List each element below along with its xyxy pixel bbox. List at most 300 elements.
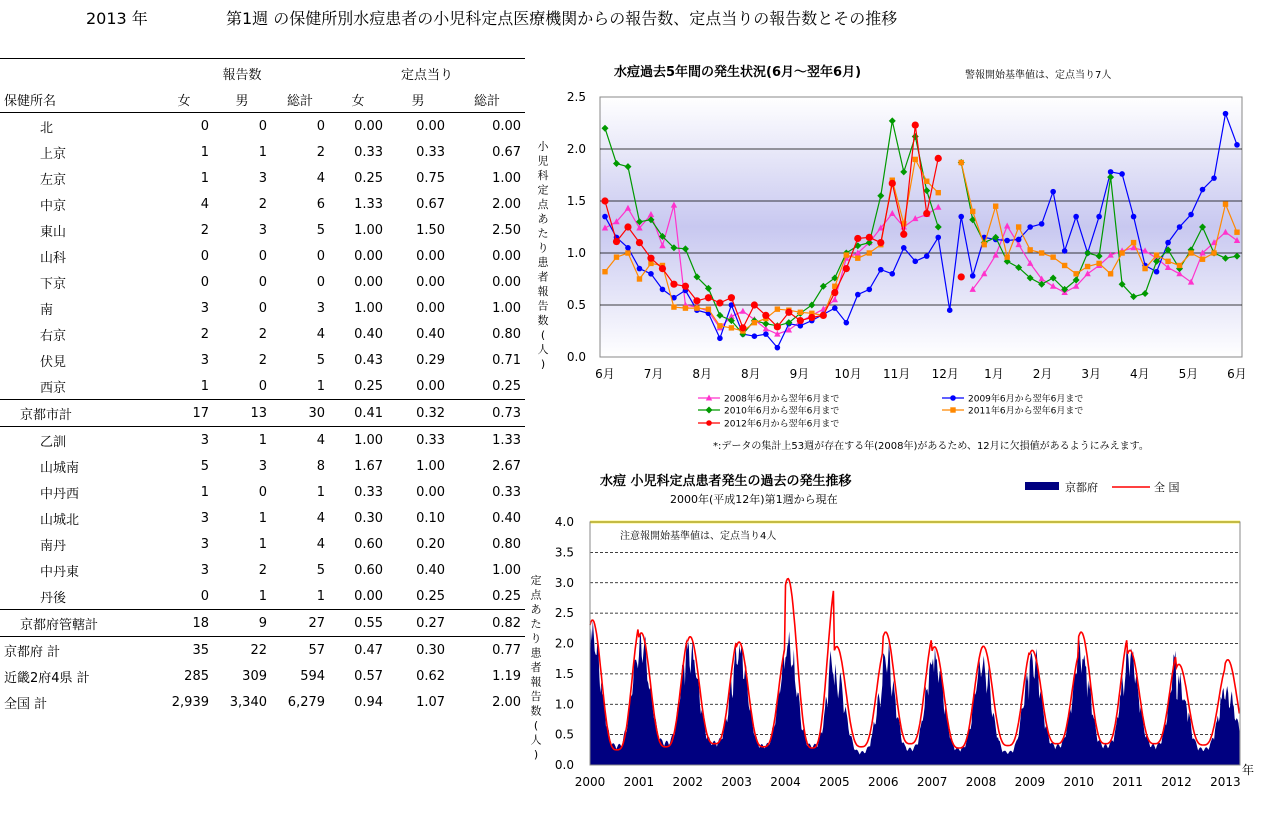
table-row	[0, 373, 525, 400]
data-point	[601, 197, 608, 204]
data-point	[1108, 271, 1113, 276]
data-point	[808, 314, 815, 321]
cell-pp-male: 0.27	[387, 610, 449, 637]
cell-female: 2	[200, 326, 209, 342]
history-chart-svg	[520, 464, 1265, 809]
cell-female: 1	[200, 170, 209, 186]
data-point	[1188, 250, 1193, 255]
data-point	[1165, 259, 1170, 264]
header-per-point: 定点当り	[401, 67, 454, 83]
cell-pp-male: 0.67	[416, 196, 446, 212]
data-point	[1154, 269, 1160, 275]
cell-pp-total: 0.80	[492, 326, 522, 342]
table-top-rule	[0, 58, 525, 59]
y-axis-label-char: あ	[530, 603, 542, 616]
data-point	[924, 179, 929, 184]
row-name: 中丹西	[40, 486, 80, 502]
cell-male: 2	[258, 196, 267, 212]
header-total: 総計	[271, 86, 329, 113]
cell-total: 0	[316, 274, 326, 290]
title-year: 2013 年	[86, 9, 148, 28]
data-point	[625, 245, 631, 251]
data-point	[936, 190, 941, 195]
y-axis-label-char: 数	[530, 704, 542, 718]
cell-pp-total: 2.67	[492, 458, 522, 474]
y-axis-label-char: 数	[537, 314, 549, 327]
y-axis-label-char: あ	[537, 212, 549, 226]
cell-male: 0	[258, 484, 267, 500]
cell-pp-male: 0.29	[416, 352, 446, 368]
cell-total: 0	[316, 248, 326, 264]
x-tick-label: 2000	[574, 775, 606, 789]
x-tick-label: 2001	[623, 775, 655, 789]
data-point	[752, 333, 758, 339]
history-chart	[520, 464, 1265, 809]
cell-female: 3	[200, 300, 209, 316]
data-point	[637, 276, 642, 281]
cell-female: 2,939	[171, 694, 209, 710]
cell-pp-male: 0.40	[416, 562, 446, 578]
cell-pp-male: 0.33	[416, 144, 446, 160]
data-point	[866, 287, 872, 293]
cell-female: 285	[184, 668, 209, 684]
row-name: 南	[40, 302, 54, 318]
y-tick-label: 4.0	[554, 515, 574, 529]
y-axis-label-char: 患	[530, 646, 542, 660]
row-name: 中京	[40, 198, 67, 214]
x-tick-label: 2013	[1210, 775, 1241, 789]
data-point	[832, 305, 838, 311]
data-point	[602, 214, 608, 220]
header-pp-total: 総計	[449, 86, 525, 113]
data-point	[912, 259, 918, 265]
data-point	[1200, 187, 1206, 193]
cell-male: 1	[258, 536, 267, 552]
data-point	[705, 294, 712, 301]
cell-female: 3	[200, 432, 209, 448]
cell-total: 4	[316, 326, 326, 342]
report-table	[0, 60, 525, 715]
y-axis-label-char: 報	[530, 675, 542, 689]
row-name: 伏見	[40, 354, 67, 370]
header-pp-male: 男	[387, 86, 449, 113]
data-point	[797, 317, 804, 324]
y-axis-label-char: 報	[537, 285, 549, 298]
table-row	[0, 505, 525, 531]
row-name: 北	[40, 120, 54, 136]
x-tick-label: 3月	[1081, 367, 1101, 381]
table-row	[0, 165, 525, 191]
cell-pp-female: 0.33	[354, 144, 384, 160]
data-point	[613, 238, 620, 245]
data-point	[774, 323, 781, 330]
x-tick-label: 4月	[1129, 367, 1150, 381]
cell-male: 13	[213, 400, 271, 427]
row-name: 近畿2府4県 計	[4, 670, 90, 686]
cell-pp-female: 1.00	[354, 432, 384, 448]
cell-female: 4	[200, 196, 209, 212]
data-point	[670, 281, 677, 288]
data-point	[901, 245, 907, 251]
data-point	[1131, 240, 1136, 245]
data-point	[694, 305, 699, 310]
table-row	[0, 191, 525, 217]
legend-label: 2010年6月から翌年6月まで	[724, 406, 840, 417]
cell-pp-male: 0.00	[416, 484, 446, 500]
data-point	[775, 306, 780, 311]
y-tick-label: 1.5	[566, 194, 586, 208]
cell-total: 1	[316, 378, 326, 394]
data-point	[1096, 261, 1101, 266]
cell-pp-total: 0.67	[492, 144, 522, 160]
data-point	[1211, 175, 1217, 181]
table-row	[0, 531, 525, 557]
cell-male: 2	[258, 562, 267, 578]
data-point	[843, 265, 850, 272]
header-female: 女	[155, 86, 213, 113]
y-axis-label-char: 人	[530, 733, 542, 747]
table-row	[0, 557, 525, 583]
data-point	[729, 325, 734, 330]
data-point	[1004, 254, 1009, 259]
cell-pp-female: 0.41	[329, 400, 387, 427]
cell-total: 3	[316, 300, 326, 316]
cell-female: 3	[200, 562, 209, 578]
row-name: 山城南	[40, 460, 80, 476]
data-point	[717, 323, 722, 328]
y-axis-label-char: 人	[537, 343, 549, 356]
table-row	[0, 583, 525, 610]
cell-female: 5	[200, 458, 209, 474]
cell-total: 5	[316, 562, 326, 578]
five-year-chart	[530, 56, 1260, 456]
x-tick-label: 2012	[1161, 775, 1192, 789]
row-name: 京都府 計	[0, 637, 155, 664]
cell-pp-total: 2.50	[492, 222, 522, 238]
data-point	[831, 289, 838, 296]
table-row	[0, 689, 525, 715]
table-row	[0, 663, 525, 689]
y-axis-label-char: 者	[537, 270, 549, 284]
y-axis-label-char: 告	[530, 690, 542, 703]
cell-pp-female: 0.43	[354, 352, 384, 368]
cell-pp-total: 0.80	[492, 536, 522, 552]
row-name: 中丹東	[40, 564, 80, 580]
x-tick-label: 2002	[672, 775, 704, 789]
y-tick-label: 3.5	[554, 545, 574, 560]
cell-pp-female: 1.00	[354, 300, 384, 316]
cell-male: 2	[258, 352, 267, 368]
legend-marker	[950, 407, 955, 412]
chart1-footnote: *:データの集計上53週が存在する年(2008年)があるため、12月に欠損値があるようにみえます。	[713, 441, 1149, 452]
cell-total: 1	[316, 484, 326, 500]
y-axis-label-char: 科	[537, 169, 549, 182]
cell-pp-male: 0.00	[416, 118, 446, 134]
cell-male: 1	[258, 588, 267, 604]
x-tick-label: 7月	[643, 367, 664, 381]
table-row	[0, 113, 525, 140]
cell-pp-total: 2.00	[492, 694, 522, 710]
cell-male: 0	[258, 300, 267, 316]
y-axis-label-char: (	[540, 328, 546, 342]
cell-pp-total: 1.19	[492, 668, 522, 684]
table-row	[0, 610, 525, 637]
x-tick-label: 6月	[1227, 367, 1247, 381]
data-point	[854, 235, 861, 242]
chart1-title: 水痘過去5年間の発生状況(6月～翌年6月)	[614, 65, 862, 80]
header-reports: 報告数	[222, 67, 262, 83]
y-axis-label-char: 者	[530, 661, 542, 674]
data-point	[1119, 250, 1124, 255]
data-point	[1027, 247, 1032, 252]
page-title	[0, 6, 1269, 28]
row-name: 京都府管轄計	[0, 610, 155, 637]
legend-label: 京都府	[1065, 481, 1098, 494]
cell-total: 5	[316, 352, 326, 368]
x-tick-label: 10月	[834, 367, 862, 381]
y-axis-label-char: り	[537, 241, 549, 255]
cell-pp-female: 0.30	[354, 510, 384, 526]
data-point	[970, 273, 976, 279]
data-point	[947, 307, 953, 313]
cell-total: 8	[316, 458, 326, 474]
cell-total: 4	[316, 536, 326, 552]
x-tick-label: 2011	[1112, 775, 1143, 789]
data-point	[660, 287, 666, 293]
table-row	[0, 269, 525, 295]
title-text: 第1週 の保健所別水痘患者の小児科定点医療機関からの報告数、定点当りの報告数とその推移	[226, 9, 898, 28]
cell-female: 0	[200, 118, 209, 134]
header-pp-female: 女	[329, 86, 387, 113]
data-point	[877, 239, 884, 246]
cell-female: 0	[200, 274, 209, 290]
cell-pp-male: 0.00	[416, 274, 446, 290]
cell-total: 5	[316, 222, 326, 238]
y-axis-label-char: り	[530, 632, 542, 645]
cell-male: 1	[258, 432, 267, 448]
data-point	[844, 252, 849, 257]
data-point	[739, 324, 746, 331]
row-name: 西京	[40, 380, 67, 396]
table-header-row	[0, 86, 525, 113]
cell-pp-male: 0.40	[416, 326, 446, 342]
cell-male: 9	[213, 610, 271, 637]
y-axis-label-char: 小	[537, 140, 549, 153]
data-point	[636, 239, 643, 246]
x-tick-label: 2007	[916, 775, 948, 789]
cell-total: 30	[271, 400, 329, 427]
cell-total: 4	[316, 170, 326, 186]
cell-total: 6	[316, 196, 326, 212]
data-point	[1154, 252, 1159, 257]
cell-pp-total: 1.00	[492, 300, 522, 316]
cell-pp-total: 0.73	[449, 400, 525, 427]
cell-male: 3	[258, 458, 267, 474]
data-point	[878, 267, 884, 273]
row-name: 左京	[40, 172, 67, 188]
cell-total: 27	[271, 610, 329, 637]
cell-pp-female: 0.94	[354, 694, 384, 710]
data-point	[1004, 238, 1010, 244]
legend-marker	[950, 395, 956, 401]
cell-male: 2	[258, 326, 267, 342]
chart2-title: 水痘 小児科定点患者発生の過去の発生推移	[600, 474, 852, 489]
legend-label: 2012年6月から翌年6月まで	[724, 419, 840, 430]
data-point	[785, 309, 792, 316]
cell-pp-female: 1.33	[354, 196, 384, 212]
cell-pp-male: 1.07	[416, 694, 446, 710]
cell-pp-female: 1.00	[354, 222, 384, 238]
cell-pp-total: 1.00	[492, 562, 522, 578]
data-point	[693, 297, 700, 304]
y-axis-label-char: た	[530, 617, 542, 631]
data-point	[900, 231, 907, 238]
data-point	[1085, 264, 1090, 269]
table-row	[0, 427, 525, 454]
data-point	[844, 320, 850, 326]
cell-male: 1	[258, 144, 267, 160]
data-point	[889, 180, 896, 187]
row-name: 右京	[40, 328, 67, 344]
y-tick-label: 1.0	[566, 246, 586, 260]
row-name: 下京	[40, 276, 67, 292]
cell-female: 1	[200, 378, 209, 394]
cell-male: 22	[213, 637, 271, 664]
data-point	[798, 310, 803, 315]
cell-pp-male: 0.10	[416, 510, 446, 526]
cell-male: 0	[258, 118, 267, 134]
cell-pp-female: 0.60	[354, 562, 384, 578]
y-tick-label: 2.0	[554, 636, 574, 651]
x-tick-label: 2010	[1063, 775, 1094, 789]
data-point	[682, 283, 689, 290]
five-year-chart-svg	[530, 56, 1260, 456]
data-point	[752, 320, 757, 325]
y-tick-label: 0.5	[554, 727, 574, 742]
cell-pp-male: 0.25	[416, 588, 446, 604]
cell-total: 4	[316, 432, 326, 448]
x-tick-label: 12月	[931, 367, 959, 381]
y-tick-label: 2.5	[566, 90, 586, 104]
row-name: 東山	[40, 224, 67, 240]
cell-pp-male: 1.50	[416, 222, 446, 238]
x-tick-label: 2004	[770, 775, 801, 789]
y-tick-label: 0.0	[554, 758, 574, 772]
row-name: 南丹	[40, 538, 67, 554]
table-row	[0, 347, 525, 373]
cell-pp-total: 0.77	[449, 637, 525, 664]
cell-pp-male: 0.00	[416, 248, 446, 264]
data-point	[1200, 257, 1205, 262]
cell-pp-male: 1.00	[416, 458, 446, 474]
x-tick-label: 2008	[965, 775, 997, 789]
legend-marker	[706, 420, 712, 426]
cell-pp-total: 0.33	[492, 484, 522, 500]
cell-pp-female: 0.25	[354, 170, 384, 186]
data-point	[717, 335, 723, 341]
data-point	[958, 273, 965, 280]
data-point	[1062, 248, 1068, 254]
legend-label: 2008年6月から翌年6月まで	[724, 394, 840, 405]
cell-female: 3	[200, 352, 209, 368]
data-point	[1016, 224, 1021, 229]
x-tick-label: 8月	[741, 367, 761, 381]
table-header-group	[0, 60, 525, 86]
data-point	[889, 271, 895, 277]
cell-female: 0	[200, 588, 209, 604]
header-name: 保健所名	[0, 86, 155, 113]
data-point	[624, 223, 631, 230]
cell-pp-female: 0.00	[354, 118, 384, 134]
x-unit-label: 年	[1242, 763, 1255, 777]
cell-pp-female: 0.47	[329, 637, 387, 664]
cell-pp-male: 0.00	[416, 300, 446, 316]
data-point	[1223, 201, 1228, 206]
data-point	[728, 294, 735, 301]
cell-pp-female: 1.67	[354, 458, 384, 474]
cell-pp-female: 0.00	[354, 248, 384, 264]
cell-pp-total: 0.25	[492, 378, 522, 394]
data-point	[1039, 250, 1044, 255]
cell-male: 0	[258, 378, 267, 394]
cell-female: 3	[200, 510, 209, 526]
cell-female: 17	[155, 400, 213, 427]
data-point	[1131, 214, 1137, 220]
x-tick-label: 5月	[1178, 367, 1199, 381]
table-row	[0, 217, 525, 243]
x-tick-label: 6月	[595, 367, 615, 381]
cell-pp-female: 0.40	[354, 326, 384, 342]
data-point	[625, 250, 630, 255]
cell-total: 1	[316, 588, 326, 604]
y-tick-label: 2.5	[554, 606, 574, 621]
data-point	[1211, 250, 1216, 255]
cell-pp-female: 0.25	[354, 378, 384, 394]
data-point	[1177, 263, 1182, 268]
cell-total: 0	[316, 118, 326, 134]
data-point	[659, 265, 666, 272]
row-name: 山城北	[40, 512, 80, 528]
x-tick-label: 8月	[692, 367, 713, 381]
data-point	[1016, 237, 1022, 243]
y-tick-label: 1.5	[554, 666, 574, 681]
legend-label: 2009年6月から翌年6月まで	[968, 394, 1084, 405]
data-point	[982, 242, 987, 247]
table-row	[0, 400, 525, 427]
row-name: 全国 計	[4, 696, 48, 712]
data-point	[671, 304, 676, 309]
data-point	[913, 157, 918, 162]
cell-male: 3	[258, 222, 267, 238]
data-point	[716, 299, 723, 306]
cell-pp-female: 0.00	[354, 588, 384, 604]
y-tick-label: 0.0	[566, 350, 586, 364]
data-point	[1223, 111, 1229, 117]
data-point	[614, 254, 619, 259]
data-point	[970, 209, 975, 214]
row-name: 乙訓	[40, 434, 67, 450]
data-point	[1050, 189, 1056, 195]
cell-pp-female: 0.57	[354, 668, 384, 684]
data-point	[1039, 221, 1045, 227]
cell-pp-male: 0.20	[416, 536, 446, 552]
data-point	[935, 155, 942, 162]
cell-pp-total: 0.82	[449, 610, 525, 637]
y-axis-label-char: (	[533, 719, 539, 732]
data-point	[763, 331, 769, 337]
cell-pp-female: 0.60	[354, 536, 384, 552]
data-point	[1234, 142, 1240, 148]
